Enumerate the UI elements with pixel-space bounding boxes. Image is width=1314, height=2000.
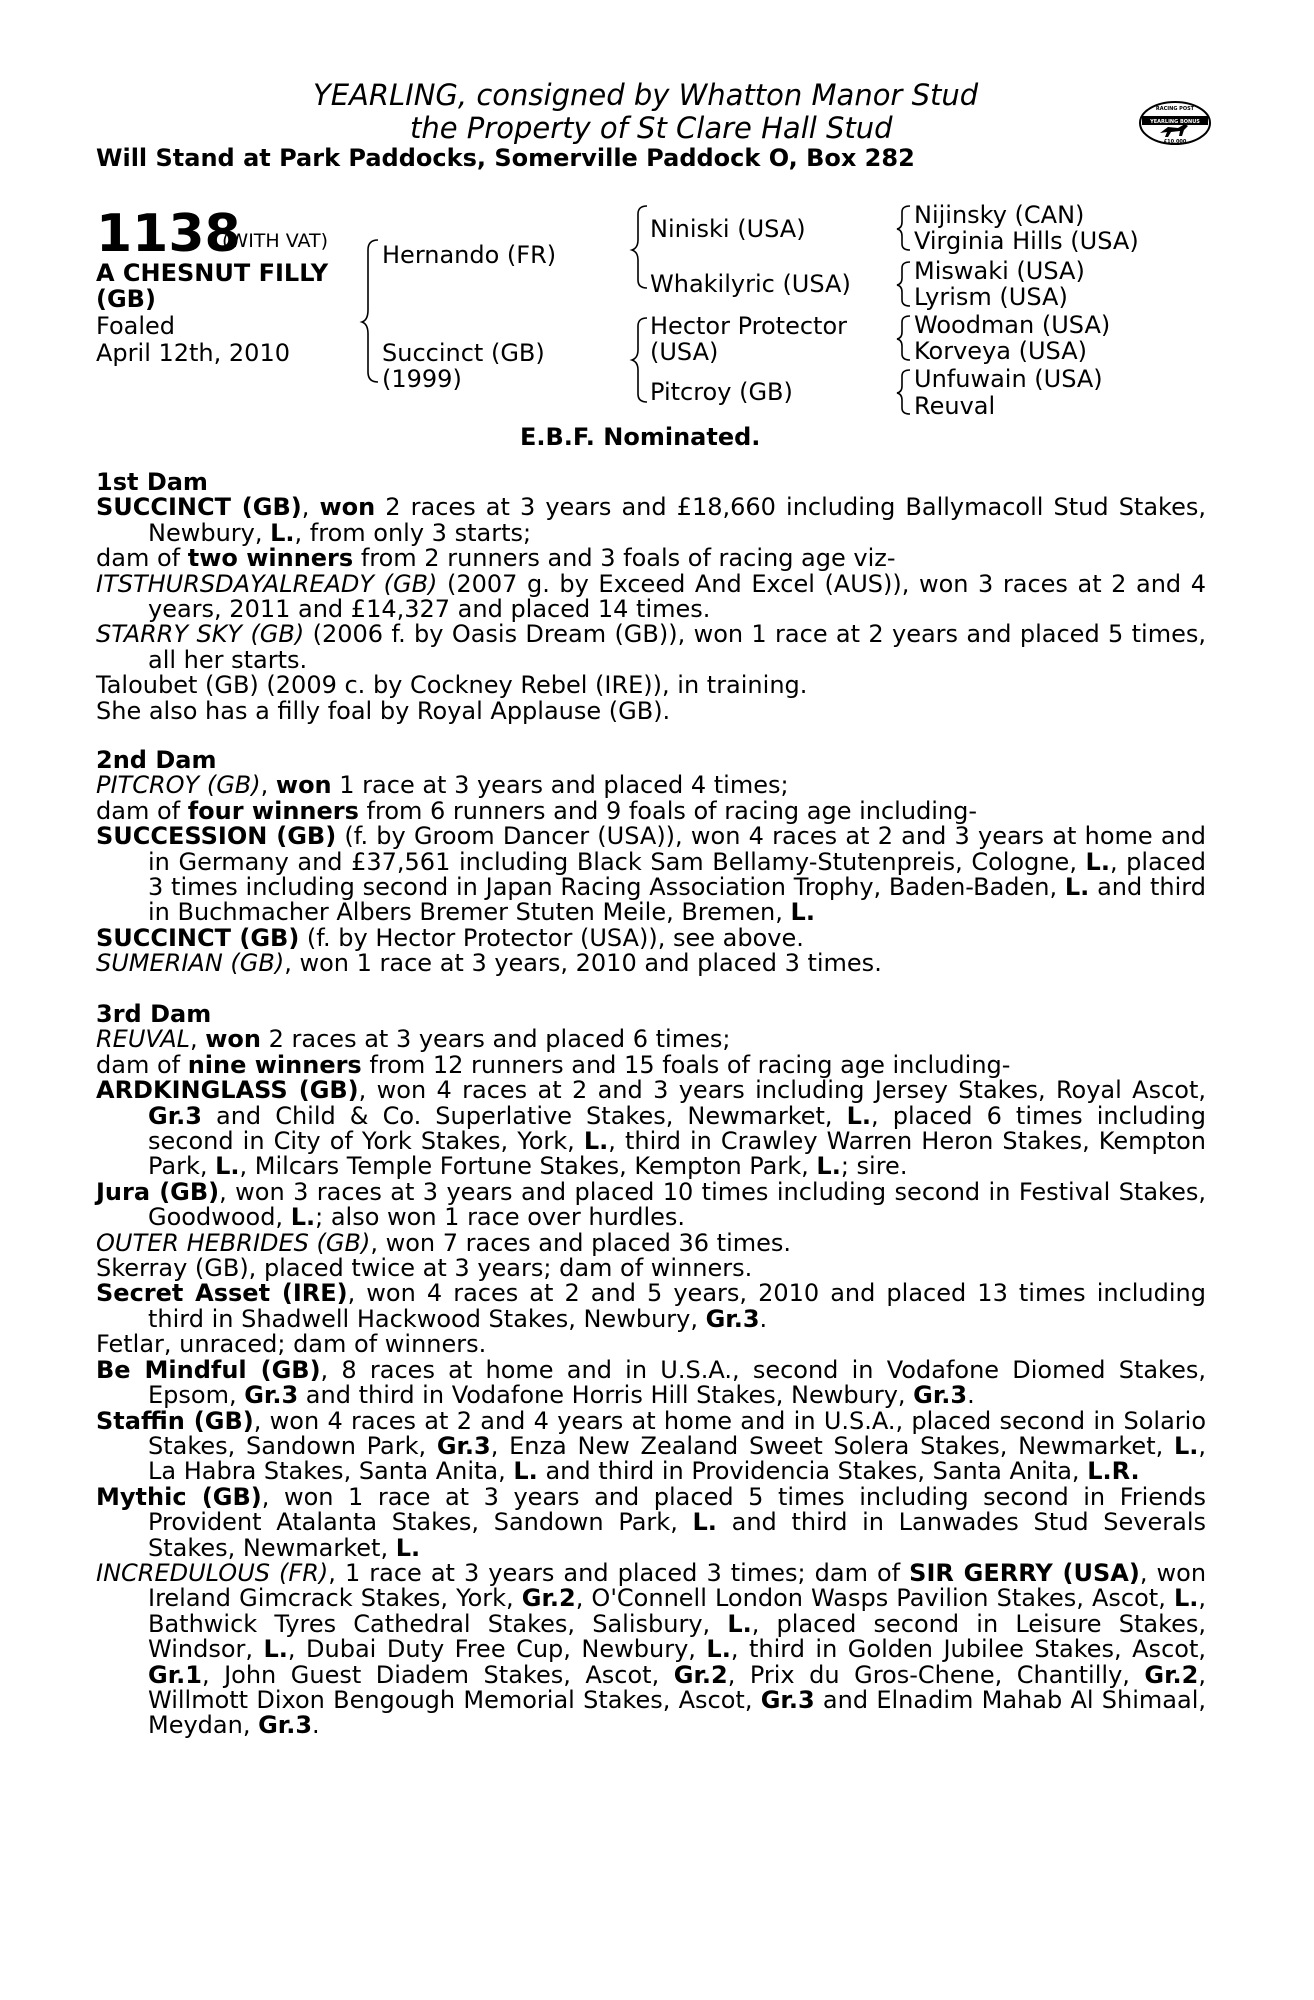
second-dam-section <box>96 748 1206 977</box>
bold-run: Gr.3 <box>913 1381 968 1410</box>
text-run: . <box>967 1381 975 1410</box>
foaled-label: Foaled <box>96 312 176 340</box>
ebf-nominated: E.B.F. Nominated. <box>520 423 761 451</box>
first-dam-note <box>96 696 1206 725</box>
text-run: Skerray (GB), placed twice at 3 years; dam of winners. <box>96 1254 753 1283</box>
lot-title-line-2: (GB) <box>96 285 156 313</box>
bold-run: Gr.3 <box>705 1304 760 1333</box>
bold-run: Gr.3 <box>258 1711 313 1740</box>
text-run: , placed 3 times including second in Japan Racing Association Trophy, Baden-Baden, <box>148 847 1206 902</box>
third-dam-heading: 3rd Dam <box>96 1000 212 1028</box>
first-dam-progeny <box>96 569 1206 624</box>
third-dam-progeny <box>96 1228 1206 1257</box>
text-run: , La Habra Stakes, Santa Anita, <box>148 1431 1206 1486</box>
bold-run: L. <box>816 1152 841 1181</box>
pedigree-dam-sire-line-1: Hector Protector <box>650 312 848 340</box>
second-dam-heading: 2nd Dam <box>96 746 217 774</box>
pedigree-gen3-2: Virginia Hills (USA) <box>914 227 1139 255</box>
text-run: (2006 f. by Oasis Dream (GB)), won 1 race at 2 years and placed 5 times, all her starts. <box>148 620 1206 674</box>
text-run: and third in Buchmacher Albers Bremer Stuten Meile, Bremen, <box>148 873 1206 927</box>
text-run: , placed second in Leisure Stakes, Windsor, <box>148 1609 1207 1664</box>
italic-run: SUMERIAN (GB) <box>96 949 285 978</box>
pedigree-gen3-7: Unfuwain (USA) <box>914 365 1103 393</box>
bold-run: SUCCESSION (GB) <box>96 822 337 851</box>
text-run: She also has a filly foal by Royal Applause (GB). <box>96 696 671 725</box>
italic-run: REUVAL <box>96 1025 190 1054</box>
text-run: , Milcars Temple Fortune Stakes, Kempton Park, <box>239 1152 817 1181</box>
text-run: , won 1 race at 3 years, 2010 and placed 3 times. <box>284 949 882 978</box>
bold-run: Be Mindful (GB) <box>96 1355 321 1384</box>
third-dam-para <box>96 1027 1206 1052</box>
text-run: Taloubet (GB) (2009 c. by Cockney Rebel (IRE)), in training. <box>96 671 808 700</box>
first-dam-heading: 1st Dam <box>96 468 208 496</box>
text-run: , John Guest Diadem Stakes, Ascot, <box>201 1660 674 1689</box>
bold-run: L. <box>727 1609 752 1638</box>
badge-top-text: RACING POST <box>1155 106 1195 112</box>
bold-run: L. <box>692 1508 717 1537</box>
text-run: and Elnadim Mahab Al Shimaal, Meydan, <box>148 1685 1206 1740</box>
bold-run: won <box>275 771 332 800</box>
text-run: , 8 races at home and in U.S.A., second in Vodafone Diomed Stakes, Epsom, <box>148 1355 1207 1410</box>
italic-run: OUTER HEBRIDES (GB) <box>96 1228 371 1257</box>
text-run: dam of <box>96 796 188 825</box>
bold-run: L. <box>790 898 815 927</box>
text-run: from 12 runners and 15 foals of racing age including- <box>361 1050 1011 1079</box>
text-run: (2007 g. by Exceed And Excel (AUS)), won 3 races at 2 and 4 years, 2011 and £14,327 and placed 14 times. <box>148 569 1206 624</box>
lot-number: 1138 <box>96 204 241 264</box>
lot-vat: (WITH VAT) <box>222 230 329 252</box>
text-run: , won Ireland Gimcrack Stakes, York, <box>148 1558 1207 1613</box>
pedigree-gen3-3: Miswaki (USA) <box>914 257 1085 285</box>
bold-run: L. <box>1064 873 1090 902</box>
pedigree-dam-sire-line-2: (USA) <box>650 338 719 366</box>
text-run: and third in Providencia Stakes, Santa Anita, <box>537 1457 1088 1486</box>
brace-gen2-dam <box>632 318 647 402</box>
second-dam-progeny <box>96 923 1206 952</box>
text-run: and third in Lanwades Stud Severals Stakes, Newmarket, <box>148 1508 1206 1562</box>
bold-run: Gr.3 <box>244 1381 299 1410</box>
brace-gen2-sire <box>632 206 647 288</box>
third-dam-progeny <box>96 1177 1206 1232</box>
text-run: ; sire. <box>840 1152 908 1181</box>
bold-run: ARDKINGLASS (GB) <box>96 1076 359 1105</box>
text-run: from 6 runners and 9 foals of racing age including- <box>358 796 978 825</box>
bold-run: SUCCINCT (GB) <box>96 923 300 952</box>
first-dam-section <box>96 470 1206 724</box>
bold-run: L. <box>1085 847 1110 876</box>
second-dam-progeny <box>96 951 1206 976</box>
pedigree-gen3-5: Woodman (USA) <box>914 311 1111 339</box>
text-run: , won 4 races at 2 and 3 years including Jersey Stakes, Royal Ascot, <box>358 1076 1206 1105</box>
header-line-3: Will Stand at Park Paddocks, Somerville Paddock O, Box 282 <box>96 144 915 172</box>
bold-run: L. <box>513 1457 538 1486</box>
first-dam-para <box>96 495 1206 546</box>
text-run: 2 races at 3 years and £18,660 including Ballymacoll Stud Stakes, Newbury, <box>148 493 1206 547</box>
text-run: and Child & Co. Superlative Stakes, Newmarket, <box>201 1101 847 1130</box>
pedigree-sire-sire: Niniski (USA) <box>650 215 806 243</box>
bold-run: Secret Asset (IRE) <box>96 1279 348 1308</box>
text-run: , Enza New Zealand Sweet Solera Stakes, Newmarket, <box>490 1431 1174 1460</box>
brace-gen3-4 <box>897 370 910 414</box>
bold-run: two winners <box>187 544 354 573</box>
bold-run: L.R. <box>1087 1457 1140 1486</box>
pedigree-dam-dam: Pitcroy (GB) <box>650 378 793 406</box>
pedigree-dam-line-1: Succinct (GB) <box>382 339 545 367</box>
third-dam-grand-progeny <box>96 1482 1207 1562</box>
brace-gen1 <box>362 240 378 382</box>
text-run: ; also won 1 race over hurdles. <box>315 1203 686 1232</box>
text-run: , won 7 races and placed 36 times. <box>370 1228 792 1257</box>
bold-run: Gr.3 <box>760 1685 815 1714</box>
badge-mid-text: YEARLING BONUS <box>1150 119 1200 125</box>
first-dam-progeny-intro <box>96 546 1206 571</box>
text-run: . <box>312 1711 320 1740</box>
pedigree-dam-line-2: (1999) <box>382 365 462 393</box>
text-run: . <box>759 1304 768 1333</box>
bold-run: Jura (GB) <box>96 1177 220 1206</box>
bold-run: L. <box>395 1533 421 1562</box>
brace-gen3-1 <box>897 206 910 250</box>
second-dam-progeny <box>96 824 1206 926</box>
text-run: , <box>260 771 276 800</box>
bold-run: won <box>205 1025 261 1054</box>
text-run: , won 1 race at 3 years and placed 5 times including second in Friends Provident Atalanta Stakes, Sandown Park, <box>148 1482 1207 1537</box>
second-dam-progeny-intro <box>96 796 1206 825</box>
text-run: from 2 runners and 3 foals of racing age viz- <box>353 544 896 573</box>
bold-run: L. <box>290 1203 316 1232</box>
text-run: , Dubai Duty Free Cup, Newbury, <box>287 1635 707 1664</box>
third-dam-progeny <box>96 1332 1206 1357</box>
bold-run: L. <box>215 1152 240 1181</box>
text-run: , won 4 races at 2 and 4 years at home and in U.S.A., placed second in Solario Stakes, Sandown Park, <box>148 1406 1207 1460</box>
pedigree-gen3-4: Lyrism (USA) <box>914 283 1068 311</box>
text-run: , <box>301 493 320 522</box>
bold-run: L. <box>1173 1584 1199 1613</box>
first-dam-progeny <box>96 673 1206 698</box>
second-dam-para <box>96 773 1206 798</box>
italic-run: ITSTHURSDAYALREADY (GB) <box>96 569 438 598</box>
bold-run: L. <box>706 1635 731 1664</box>
text-run: , third in Golden Jubilee Stakes, Ascot, <box>730 1635 1206 1664</box>
bold-run: Gr.2 <box>673 1660 728 1689</box>
text-run: , third in Crawley Warren Heron Stakes, Kempton Park, <box>148 1127 1206 1181</box>
bold-run: L. <box>263 1635 288 1664</box>
pedigree-sire: Hernando (FR) <box>382 241 557 269</box>
bold-run: Gr.3 <box>148 1101 202 1130</box>
text-run: 2 races at 3 years and placed 6 times; <box>261 1025 731 1054</box>
lot-title-line-1: A CHESNUT FILLY <box>96 259 329 287</box>
bold-run: won <box>319 493 376 522</box>
text-run: (f. by Groom Dancer (USA)), won 4 races at 2 and 3 years at home and in Germany and £37,561 including Black Sam Bellamy-Stutenpreis, Cologne, <box>148 822 1207 876</box>
bold-run: L. <box>1173 1431 1199 1460</box>
text-run: dam of <box>96 1050 188 1079</box>
bold-run: SUCCINCT (GB) <box>96 493 302 522</box>
badge-bottom-text: £10,000 <box>1163 139 1187 145</box>
text-run: , won 3 races at 3 years and placed 10 times including second in Festival Stakes, Goodwood, <box>148 1177 1206 1232</box>
brace-gen3-3 <box>897 316 910 360</box>
foaled-date: April 12th, 2010 <box>96 339 290 367</box>
bold-run: Gr.2 <box>1144 1660 1199 1689</box>
bold-run: Gr.1 <box>148 1660 202 1689</box>
third-dam-section <box>96 1002 1206 1739</box>
text-run: , Willmott Dixon Bengough Memorial Stakes, Ascot, <box>148 1660 1206 1714</box>
text-run: , <box>189 1025 206 1054</box>
third-dam-grand-progeny <box>96 1558 1207 1740</box>
third-dam-grand-progeny <box>96 1355 1207 1410</box>
text-run: and third in Vodafone Horris Hill Stakes, Newbury, <box>298 1381 914 1410</box>
third-dam-progeny <box>96 1078 1206 1180</box>
bold-run: Staffin (GB) <box>96 1406 254 1435</box>
text-run: , Bathwick Tyres Cathedral Stakes, Salisbury, <box>148 1584 1207 1638</box>
italic-run: INCREDULOUS (FR) <box>96 1558 329 1587</box>
first-dam-progeny <box>96 622 1206 673</box>
text-run: , 1 race at 3 years and placed 3 times; dam of <box>328 1558 910 1587</box>
third-dam-grand-progeny <box>96 1281 1206 1332</box>
bold-run: L. <box>583 1127 609 1156</box>
bold-run: Gr.3 <box>436 1431 491 1460</box>
pedigree-gen3-6: Korveya (USA) <box>914 337 1087 365</box>
bold-run: four winners <box>187 796 359 825</box>
text-run: 1 race at 3 years and placed 4 times; <box>331 771 789 800</box>
bold-run: nine winners <box>187 1050 362 1079</box>
text-run: , from only 3 starts; <box>294 518 532 547</box>
pedigree-sire-dam: Whakilyric (USA) <box>650 270 851 298</box>
text-run: , O'Connell London Wasps Pavilion Stakes, Ascot, <box>575 1584 1174 1613</box>
text-run: (f. by Hector Protector (USA)), see above. <box>299 923 804 952</box>
bold-run: SIR GERRY (USA) <box>909 1558 1140 1587</box>
text-run: , won 4 races at 2 and 5 years, 2010 and placed 13 times including third in Shadwell Hackwood Stakes, Newbury, <box>148 1279 1206 1333</box>
text-run: dam of <box>96 544 188 573</box>
third-dam-progeny-intro <box>96 1050 1206 1079</box>
bold-run: L. <box>846 1101 872 1130</box>
third-dam-progeny <box>96 1256 1206 1281</box>
text-run: , placed 6 times including second in City of York Stakes, York, <box>148 1101 1207 1156</box>
brace-gen3-2 <box>897 262 910 306</box>
pedigree-gen3-8: Reuval <box>914 392 996 420</box>
header-line-2: the Property of St Clare Hall Stud <box>410 111 893 145</box>
bold-run: Mythic (GB) <box>96 1482 262 1511</box>
third-dam-grand-progeny <box>96 1406 1207 1486</box>
bold-run: L. <box>270 518 295 547</box>
text-run: Fetlar, unraced; dam of winners. <box>96 1330 487 1359</box>
text-run: , Prix du Gros-Chene, Chantilly, <box>727 1660 1145 1689</box>
bold-run: Gr.2 <box>521 1584 576 1613</box>
italic-run: PITCROY (GB) <box>96 771 261 800</box>
pedigree-gen3-1: Nijinsky (CAN) <box>914 201 1085 229</box>
italic-run: STARRY SKY (GB) <box>96 620 305 649</box>
header-line-1: YEARLING, consigned by Whatton Manor Stud <box>313 78 979 112</box>
